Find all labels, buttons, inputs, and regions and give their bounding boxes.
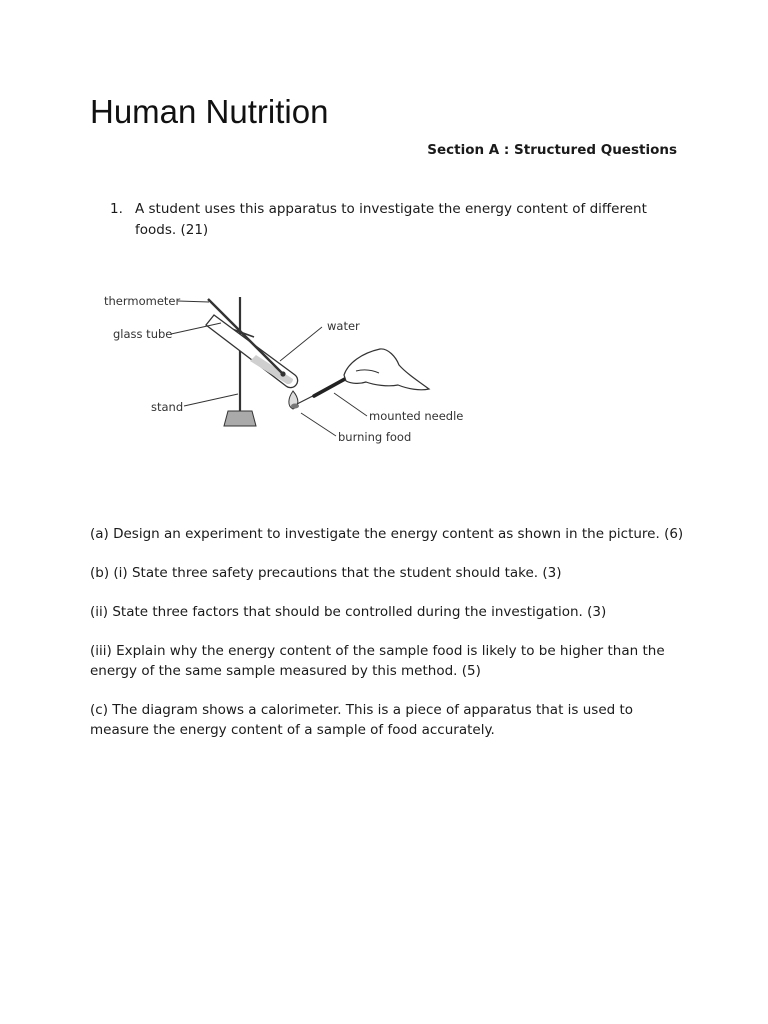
stand-leader bbox=[184, 394, 238, 406]
section-heading: Section A : Structured Questions bbox=[427, 142, 677, 158]
label-burning-food: burning food bbox=[338, 430, 412, 444]
page-title: Human Nutrition bbox=[90, 93, 329, 130]
water-leader bbox=[280, 327, 322, 361]
thermometer-bulb bbox=[280, 371, 285, 376]
part-a: (a) Design an experiment to investigate the energy content as shown in the picture. (6) bbox=[90, 526, 684, 542]
thermometer bbox=[208, 299, 282, 373]
label-mounted-needle: mounted needle bbox=[369, 409, 464, 423]
question-number: 1. bbox=[110, 201, 123, 217]
question-text: A student uses this apparatus to investigate the energy content of different foods. (21) bbox=[135, 201, 647, 238]
label-water: water bbox=[327, 319, 360, 333]
stand-base bbox=[224, 411, 256, 426]
part-b-iii: (iii) Explain why the energy content of the sample food is likely to be higher than the energy of the same sample measured by this method. (5) bbox=[90, 643, 665, 679]
question-parts bbox=[90, 524, 690, 759]
label-stand: stand bbox=[151, 400, 184, 414]
part-b-i: (b) (i) State three safety precautions that the student should take. (3) bbox=[90, 565, 562, 581]
apparatus-diagram bbox=[96, 285, 476, 455]
question-1 bbox=[110, 199, 690, 241]
needle-leader bbox=[334, 393, 367, 416]
part-c: (c) The diagram shows a calorimeter. This is a piece of apparatus that is used to measure the energy content of a sample of food accurately. bbox=[90, 702, 634, 738]
part-b-ii: (ii) State three factors that should be controlled during the investigation. (3) bbox=[90, 604, 607, 620]
label-glass-tube: glass tube bbox=[113, 327, 173, 341]
thermometer-leader bbox=[178, 301, 209, 302]
food-leader bbox=[301, 413, 336, 436]
label-thermometer: thermometer bbox=[104, 294, 181, 308]
hand-icon bbox=[344, 349, 429, 390]
